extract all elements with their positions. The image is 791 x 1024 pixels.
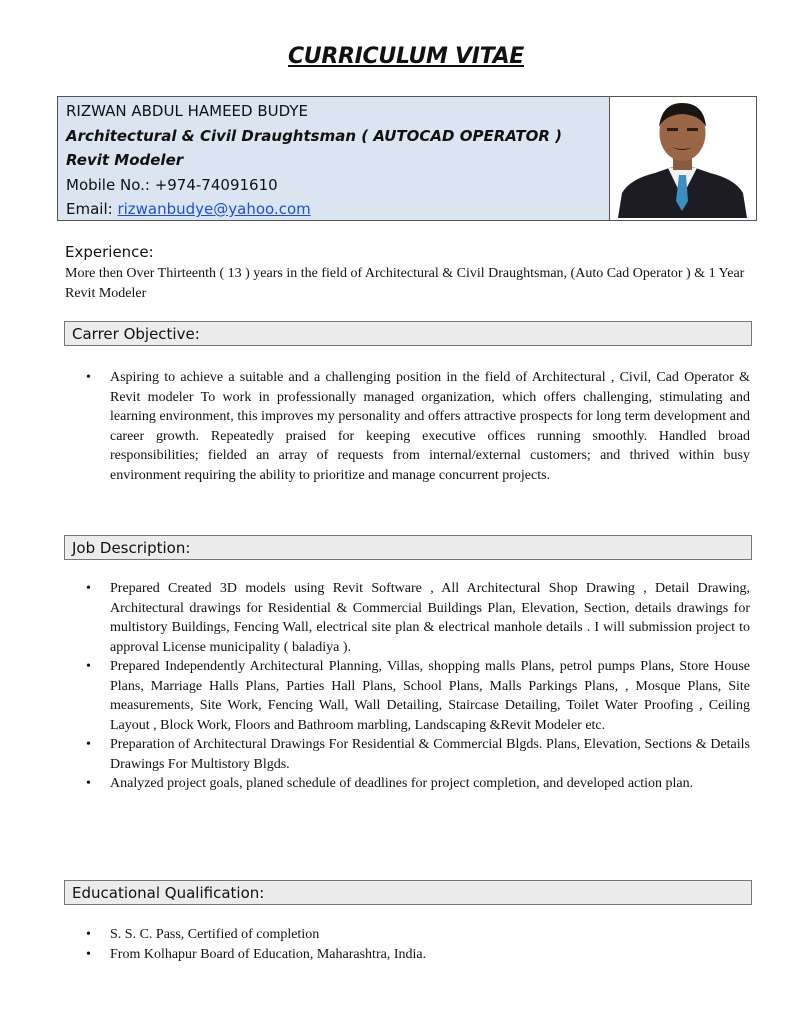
email-link[interactable]: rizwanbudye@yahoo.com (117, 200, 311, 218)
education-list (110, 925, 750, 964)
experience-heading: Experience: (65, 243, 154, 261)
document-title: CURRICULUM VITAE (287, 44, 525, 69)
email-label: Email: (66, 200, 118, 218)
experience-text: More then Over Thirteenth ( 13 ) years in the field of Architectural & Civil Draughtsman, (Auto Cad Operator ) & 1 Year Revit Modeler (65, 266, 745, 301)
email-line (66, 197, 601, 222)
contact-panel (58, 97, 610, 220)
list-item: • Prepared Independently Architectural Planning, Villas, shopping malls Plans, petrol pumps Plans, Store House Plans, Marriage Halls Plans, Parties Hall Plans, School Plans, Malls Parkings Plans, , Mosque Plans, Site measurements, Site Work, Fencing Wall, Wall Detailing, Staircase Detailing, Toilet Water Proofing , Ceiling Layout , Block Work, Floors and Bathroom marbling, Landscaping &Revit Modeler etc. (110, 657, 750, 735)
mobile-number: Mobile No.: +974-74091610 (66, 175, 278, 194)
objective-list (110, 368, 750, 485)
list-item: • Analyzed project goals, planed schedule of deadlines for project completion, and developed action plan. (110, 774, 750, 794)
objective-heading: Carrer Objective: (64, 321, 752, 346)
list-item: • Preparation of Architectural Drawings For Residential & Commercial Blgds. Plans, Elevation, Sections & Details Drawings For Multistory Blgds. (110, 735, 750, 774)
candidate-name: RIZWAN ABDUL HAMEED BUDYE (66, 102, 308, 120)
person-portrait-icon (610, 97, 755, 218)
role-subtitle: Revit Modeler (66, 151, 184, 169)
list-item: • S. S. C. Pass, Certified of completion (110, 925, 750, 945)
list-item: • From Kolhapur Board of Education, Maharashtra, India. (110, 945, 750, 965)
education-heading: Educational Qualification: (64, 880, 752, 905)
header-box (57, 96, 757, 221)
job-heading: Job Description: (64, 535, 752, 560)
list-item: • Prepared Created 3D models using Revit Software , All Architectural Shop Drawing , Detail Drawing, Architectural drawings for Residential & Commercial Buildings Plan, Elevation, Section, details drawings for multistory Buildings, Fencing Wall, electrical site plan & electrical manhole details . I will submission project to approval License municipality ( baladiya ). (110, 579, 750, 657)
role-title: Architectural & Civil Draughtsman ( AUTOCAD OPERATOR ) (66, 126, 563, 145)
profile-photo (610, 97, 756, 220)
list-item: • Aspiring to achieve a suitable and a challenging position in the field of Architectural , Civil, Cad Operator & Revit modeler To work in professionally managed organization, which offers challenging, stimulating and learning environment, this improves my personality and offers attractive prospects for long term development and career growth. Repeatedly praised for keeping executive offices running smoothly. Handled broad responsibilities; fielded an array of requests from internal/external customers; and thrived within busy environment requiring the ability to prioritize and manage concurrent projects. (110, 368, 750, 485)
job-list (110, 579, 750, 794)
